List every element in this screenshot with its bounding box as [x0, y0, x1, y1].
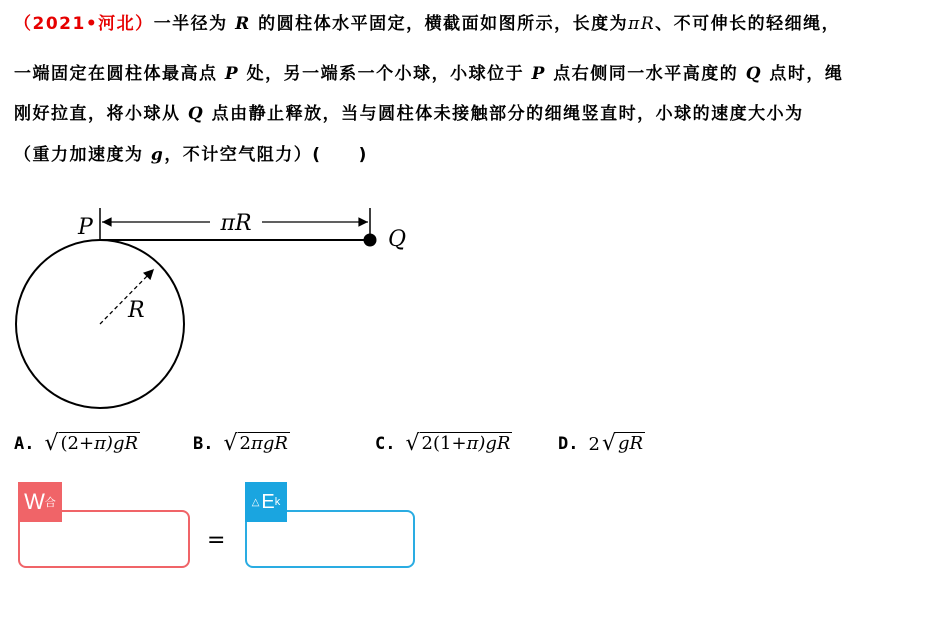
radius-line — [100, 269, 154, 324]
question-text: ，不计空气阻力）( ) — [164, 145, 368, 165]
ball-Q — [364, 234, 377, 247]
question-text: 点时，绳 — [762, 64, 844, 84]
option-d[interactable] — [558, 432, 645, 455]
work-tag: W 合 — [18, 482, 62, 522]
label-P: P — [78, 215, 93, 240]
coef: 2 — [588, 434, 600, 455]
math-piR: πR — [628, 14, 656, 34]
cylinder-figure — [0, 190, 440, 415]
radicand: gR — [617, 433, 644, 454]
radical-sign: √ — [601, 431, 616, 456]
math-Q: Q — [745, 64, 763, 84]
label-Q: Q — [388, 227, 407, 252]
math-Q: Q — [187, 104, 205, 124]
option-letter: A. — [14, 433, 35, 454]
question-text: 、不可伸长的轻细绳， — [655, 14, 841, 34]
question-text: （重力加速度为 — [14, 145, 151, 165]
question-line-3 — [14, 102, 804, 126]
equals-sign: = — [207, 528, 226, 553]
math-P: P — [224, 64, 240, 84]
radical-sign: √ — [223, 431, 238, 456]
question-text: 点由静止释放，当与圆柱体未接触部分的细绳竖直时，小球的速度大小为 — [204, 104, 804, 124]
question-source: （2021•河北） — [14, 14, 154, 34]
math-P: P — [531, 64, 546, 84]
length-label: πR — [220, 211, 252, 236]
math-g: g — [150, 145, 165, 165]
question-line-2 — [14, 62, 843, 86]
question-text: 刚好拉直，将小球从 — [14, 104, 188, 124]
math-R: R — [235, 14, 251, 34]
option-math — [405, 432, 512, 455]
label-R: R — [128, 298, 145, 323]
option-math — [588, 432, 645, 455]
radical-sign: √ — [405, 431, 420, 456]
option-math — [223, 432, 289, 455]
option-letter: D. — [558, 433, 579, 454]
radicand: 2(1+π)gR — [421, 433, 511, 454]
option-letter: C. — [375, 433, 396, 454]
option-math — [44, 432, 140, 455]
radical-sign: √ — [44, 431, 59, 456]
question-text: 一半径为 — [153, 14, 236, 34]
option-c[interactable] — [375, 432, 512, 455]
question-text: 点右侧同一水平高度的 — [545, 64, 746, 84]
kinetic-energy-tag: △ E k — [245, 482, 287, 522]
question-text: 处，另一端系一个小球，小球位于 — [239, 64, 532, 84]
question-line-4 — [14, 143, 368, 167]
option-b[interactable] — [193, 432, 290, 455]
radicand: 2πgR — [239, 433, 288, 454]
option-a[interactable] — [14, 432, 140, 455]
option-letter: B. — [193, 433, 214, 454]
radicand: (2+π)gR — [60, 433, 139, 454]
question-text: 的圆柱体水平固定，横截面如图所示，长度为 — [250, 14, 629, 34]
question-line-1 — [14, 12, 840, 36]
question-text: 一端固定在圆柱体最高点 — [14, 64, 225, 84]
